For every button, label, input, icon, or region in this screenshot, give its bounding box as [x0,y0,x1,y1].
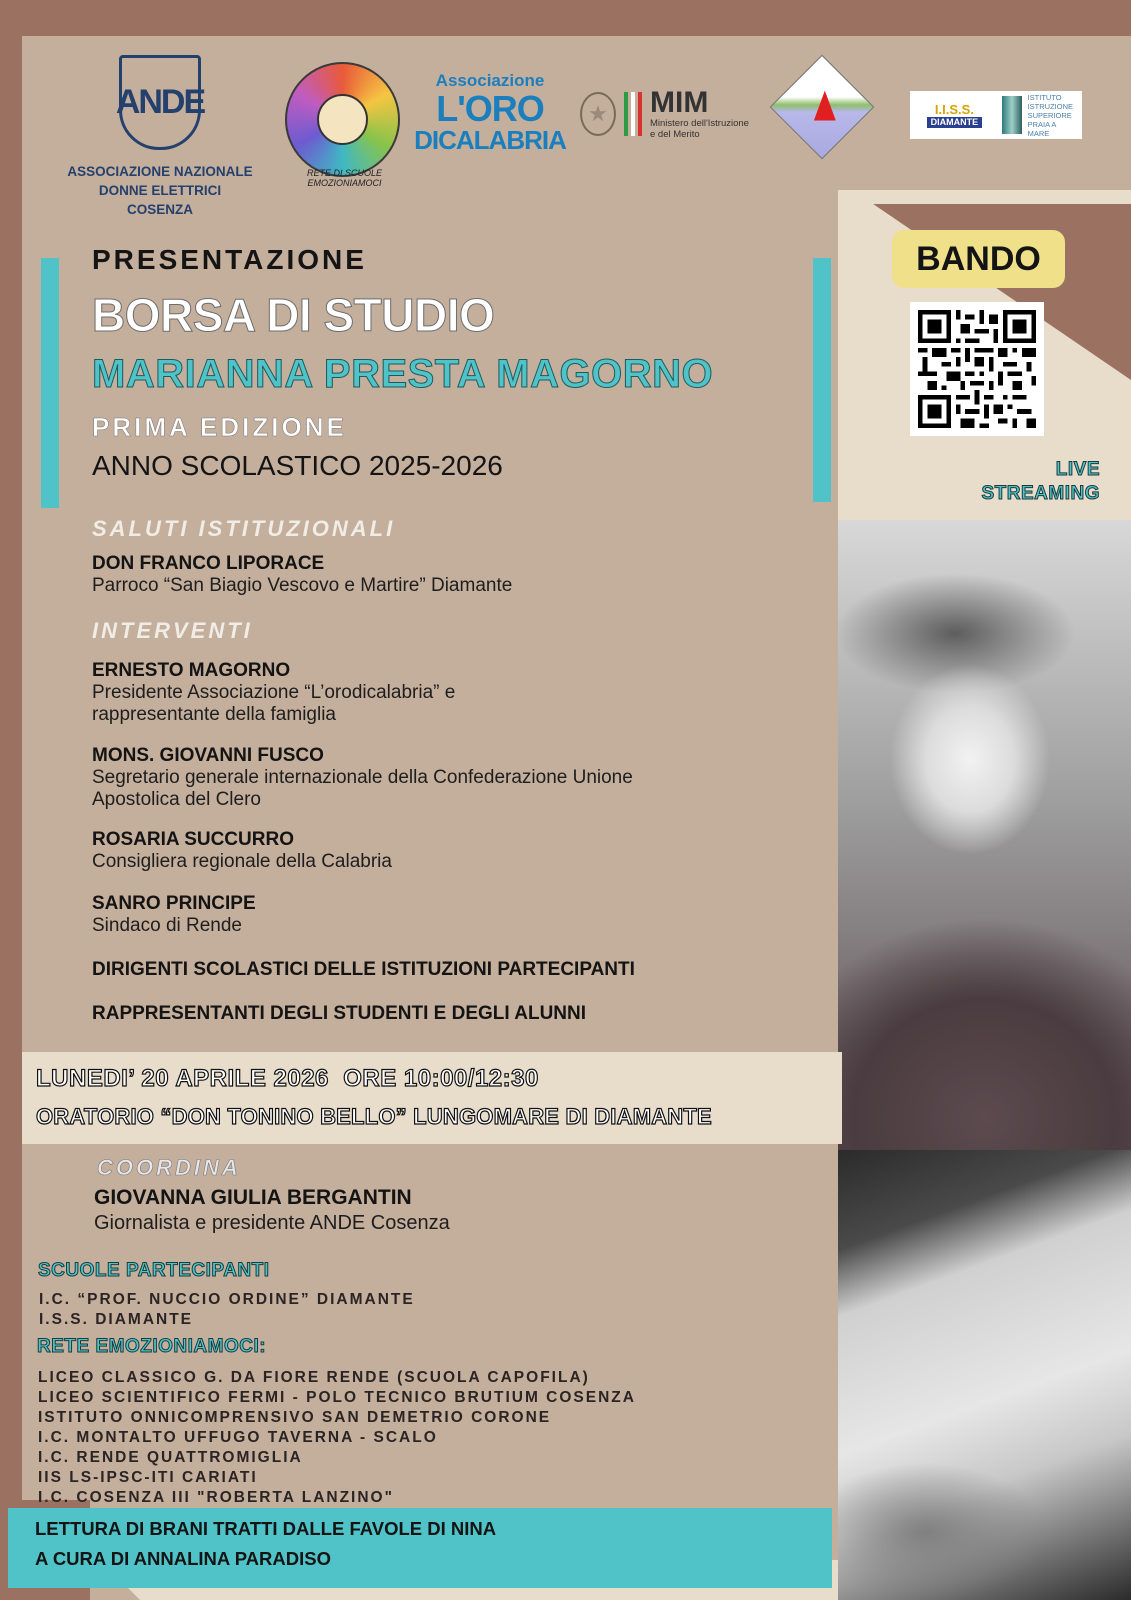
event-banner [22,1052,842,1144]
coordinator-role: Giornalista e presidente ANDE Cosenza [94,1212,450,1234]
iiss-diamante-logo: I.I.S.S. DIAMANTE ISTITUTO ISTRUZIONE SUPERIORE PRAIA A MARE [910,91,1082,139]
mim-logo: ★ MIM Ministero dell'Istruzione e del Merito [580,88,749,140]
title-accent-bar-right [813,258,831,502]
title-kicker: PRESENTAZIONE [92,244,367,275]
list-item: I.C. RENDE QUATTROMIGLIA [38,1449,303,1466]
ande-logo [50,55,270,219]
schools-list [39,1290,415,1330]
ande-shield-icon: ANDE [119,55,201,150]
portrait-photo-marianna [838,520,1131,1150]
reading-footer-banner [8,1508,832,1588]
list-item: LICEO CLASSICO G. DA FIORE RENDE (SCUOLA CAPOFILA) [38,1369,590,1386]
oro-di-calabria-logo: Associazione L'ORO DICALABRIA [414,71,566,155]
italian-republic-emblem-icon: ★ [580,92,616,136]
rete-emozioniamoci-logo: RETE DI SCUOLE EMOZIONIAMOCI [285,62,400,177]
list-item: IIS LS-IPSC-ITI CARIATI [38,1469,258,1486]
list-item: ISTITUTO ONNICOMPRENSIVO SAN DEMETRIO CORONE [38,1409,552,1426]
coordina-heading: COORDINA [97,1155,241,1180]
list-item: I.C. “PROF. NUCCIO ORDINE” DIAMANTE [39,1291,415,1308]
page-title: BORSA DI STUDIO [92,289,495,341]
speaker-entry: DON FRANCO LIPORACE Parroco “San Biagio Vescovo e Martire” Diamante [92,553,513,596]
qr-code-icon [918,310,1036,428]
speaker-entry: SANRO PRINCIPE Sindaco di Rende [92,893,256,936]
book-reading-photo [838,1150,1131,1600]
live-streaming-label: LIVE STREAMING [981,459,1100,504]
bando-qr-code[interactable] [910,302,1044,436]
speaker-entry: ROSARIA SUCCURRO Consigliera regionale della Calabria [92,829,392,872]
sailboat-icon [814,91,836,121]
title-accent-bar-left [41,258,59,508]
speaker-entry: MONS. GIOVANNI FUSCO Segretario generale internazionale della Confederazione Unione Apostolica del Clero [92,745,633,810]
footer-line-1: LETTURA DI BRANI TRATTI DALLE FAVOLE DI NINA [35,1518,497,1539]
school-year: ANNO SCOLASTICO 2025-2026 [92,450,503,481]
saluti-heading: SALUTI ISTITUZIONALI [92,516,396,541]
list-item: I.S.S. DIAMANTE [39,1311,194,1328]
speaker-entry: ERNESTO MAGORNO Presidente Associazione “L’orodicalabria” e rappresentante della famiglia [92,660,456,725]
edition-label: PRIMA EDIZIONE [92,412,347,442]
rete-heading: RETE EMOZIONIAMOCI: [37,1336,267,1357]
spiral-icon [317,94,368,145]
iss-praia-emblem-icon [1002,96,1022,134]
event-date-time: LUNEDI’ 20 APRILE 2026 ORE 10:00/12:30 [36,1065,539,1092]
bando-badge[interactable]: BANDO [892,230,1065,288]
list-item: I.C. COSENZA III "ROBERTA LANZINO" [38,1489,394,1506]
footer-line-2: A CURA DI ANNALINA PARADISO [35,1548,331,1569]
coordinator-name: GIOVANNA GIULIA BERGANTIN [94,1186,412,1209]
ande-caption: ASSOCIAZIONE NAZIONALE DONNE ELETTRICI COSENZA [67,164,253,217]
program-note: DIRIGENTI SCOLASTICI DELLE ISTITUZIONI PARTECIPANTI [92,959,635,980]
rete-schools-list [38,1368,636,1508]
scholarship-name: MARIANNA PRESTA MAGORNO [92,352,714,396]
italian-flag-icon [624,92,642,136]
program-note: RAPPRESENTANTI DEGLI STUDENTI E DEGLI ALUNNI [92,1003,587,1024]
list-item: LICEO SCIENTIFICO FERMI - POLO TECNICO BRUTIUM COSENZA [38,1389,636,1406]
schools-heading: SCUOLE PARTECIPANTI [38,1260,270,1281]
list-item: I.C. MONTALTO UFFUGO TAVERNA - SCALO [38,1429,438,1446]
event-venue: ORATORIO “DON TONINO BELLO” LUNGOMARE DI DIAMANTE [36,1104,712,1129]
interventi-heading: INTERVENTI [92,618,253,643]
